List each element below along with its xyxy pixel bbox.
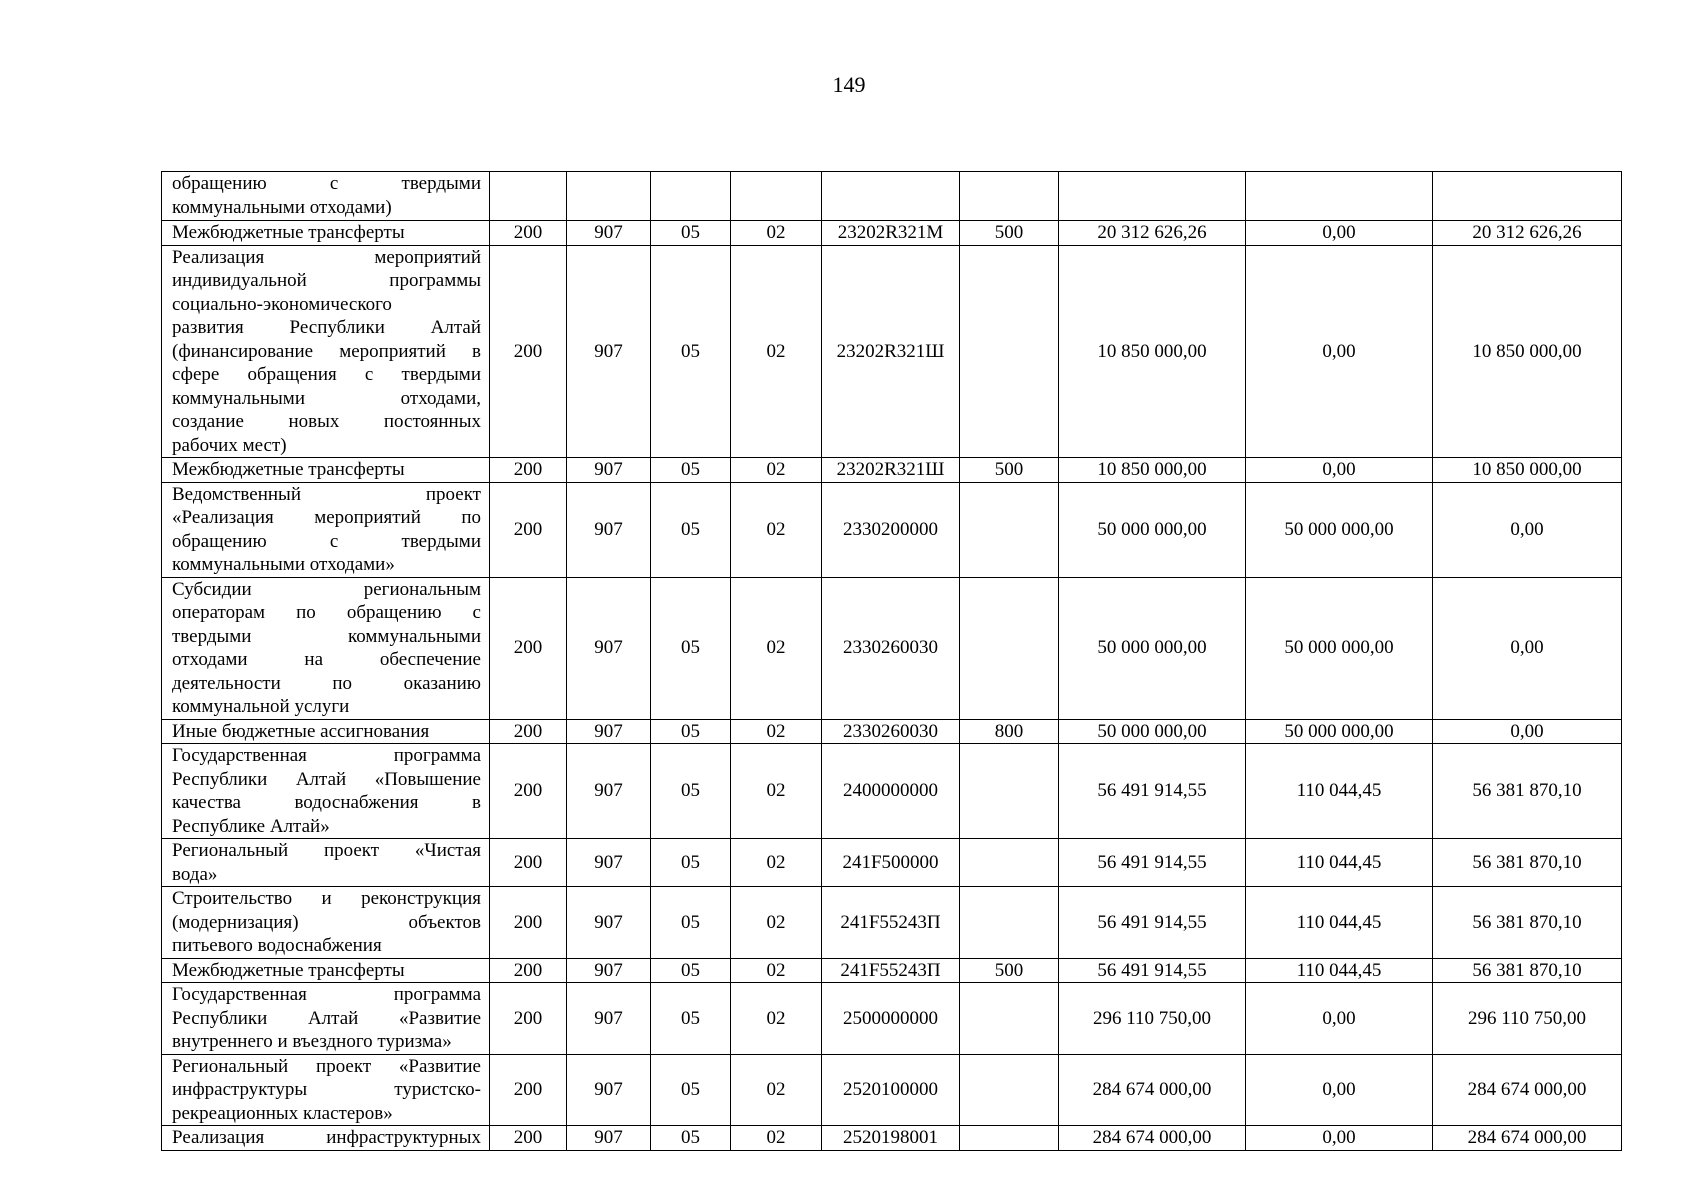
expense-type-cell — [960, 887, 1059, 959]
subchapter-code-cell: 02 — [731, 719, 822, 744]
target-article-cell: 23202R321Ш — [822, 458, 960, 483]
expense-type-cell — [960, 245, 1059, 458]
item-name-line: Межбюджетные трансферты — [172, 959, 405, 981]
item-name-cell — [162, 744, 490, 839]
table-row — [162, 719, 1622, 744]
target-article-cell: 23202R321Ш — [822, 245, 960, 458]
expense-type-cell — [960, 839, 1059, 887]
target-article-cell: 2330260030 — [822, 577, 960, 719]
item-name-line: рабочих мест) — [172, 434, 287, 456]
ministry-code-cell: 907 — [567, 983, 651, 1055]
item-name-line: отходами на обеспечение — [172, 649, 481, 670]
subchapter-code-cell: 02 — [731, 983, 822, 1055]
chapter-code-cell: 05 — [651, 887, 731, 959]
subchapter-code-cell — [731, 172, 822, 221]
amount-regional-cell: 284 674 000,00 — [1433, 1126, 1622, 1151]
item-name-line: Межбюджетные трансферты — [172, 222, 405, 243]
chapter-code-cell: 05 — [651, 958, 731, 983]
item-name-line: питьевого водоснабжения — [172, 935, 382, 956]
table-row — [162, 1054, 1622, 1126]
item-name-line: рекреационных кластеров» — [172, 1102, 393, 1124]
amount-regional-cell: 0,00 — [1433, 719, 1622, 744]
expense-type-cell: 500 — [960, 958, 1059, 983]
item-name-line: Региональный проект «Чистая — [172, 840, 481, 861]
target-article-cell: 241F500000 — [822, 839, 960, 887]
amount-regional-cell: 10 850 000,00 — [1433, 458, 1622, 483]
item-name-cell — [162, 719, 490, 744]
section-code-cell: 200 — [490, 744, 567, 839]
amount-federal-cell: 50 000 000,00 — [1246, 719, 1433, 744]
item-name-line: Ведомственный проект — [172, 483, 481, 505]
target-article-cell: 2500000000 — [822, 983, 960, 1055]
amount-federal-cell: 50 000 000,00 — [1246, 577, 1433, 719]
chapter-code-cell: 05 — [651, 577, 731, 719]
table-row — [162, 958, 1622, 983]
subchapter-code-cell: 02 — [731, 887, 822, 959]
ministry-code-cell — [567, 172, 651, 221]
chapter-code-cell: 05 — [651, 839, 731, 887]
item-name-cell — [162, 221, 490, 246]
item-name-line: инфраструктуры туристско- — [172, 1079, 481, 1100]
item-name-line: Государственная программа — [172, 745, 481, 766]
amount-federal-cell: 50 000 000,00 — [1246, 482, 1433, 577]
item-name-line: (финансирование мероприятий в — [172, 340, 481, 362]
chapter-code-cell: 05 — [651, 245, 731, 458]
section-code-cell: 200 — [490, 1126, 567, 1151]
item-name-line: внутреннего и въездного туризма» — [172, 1031, 452, 1052]
ministry-code-cell: 907 — [567, 958, 651, 983]
section-code-cell: 200 — [490, 458, 567, 483]
item-name-cell — [162, 1126, 490, 1151]
amount-federal-cell: 0,00 — [1246, 458, 1433, 483]
amount-federal-cell: 110 044,45 — [1246, 887, 1433, 959]
item-name-line: Субсидии региональным — [172, 578, 481, 600]
amount-regional-cell: 0,00 — [1433, 482, 1622, 577]
item-name-line: развития Республики Алтай — [172, 317, 481, 338]
chapter-code-cell: 05 — [651, 1054, 731, 1126]
amount-total-cell: 50 000 000,00 — [1059, 482, 1246, 577]
item-name-cell — [162, 1054, 490, 1126]
amount-regional-cell: 20 312 626,26 — [1433, 221, 1622, 246]
expense-type-cell — [960, 1126, 1059, 1151]
target-article-cell: 241F55243П — [822, 958, 960, 983]
ministry-code-cell: 907 — [567, 577, 651, 719]
amount-federal-cell: 110 044,45 — [1246, 839, 1433, 887]
chapter-code-cell: 05 — [651, 719, 731, 744]
section-code-cell: 200 — [490, 245, 567, 458]
item-name-line: операторам по обращению с — [172, 602, 481, 623]
item-name-line: Межбюджетные трансферты — [172, 459, 405, 480]
amount-regional-cell: 56 381 870,10 — [1433, 744, 1622, 839]
table-row — [162, 172, 1622, 221]
subchapter-code-cell: 02 — [731, 221, 822, 246]
item-name-line: Республике Алтай» — [172, 815, 330, 837]
target-article-cell: 2520198001 — [822, 1126, 960, 1151]
item-name-cell — [162, 458, 490, 483]
subchapter-code-cell: 02 — [731, 577, 822, 719]
amount-total-cell: 50 000 000,00 — [1059, 577, 1246, 719]
section-code-cell: 200 — [490, 482, 567, 577]
ministry-code-cell: 907 — [567, 482, 651, 577]
chapter-code-cell: 05 — [651, 458, 731, 483]
amount-regional-cell: 56 381 870,10 — [1433, 958, 1622, 983]
item-name-cell — [162, 172, 490, 221]
subchapter-code-cell: 02 — [731, 1126, 822, 1151]
expense-type-cell: 500 — [960, 221, 1059, 246]
amount-federal-cell — [1246, 172, 1433, 221]
amount-regional-cell — [1433, 172, 1622, 221]
expense-type-cell: 800 — [960, 719, 1059, 744]
section-code-cell: 200 — [490, 958, 567, 983]
subchapter-code-cell: 02 — [731, 1054, 822, 1126]
table-row — [162, 482, 1622, 577]
item-name-line: «Реализация мероприятий по — [172, 507, 481, 528]
amount-federal-cell: 110 044,45 — [1246, 744, 1433, 839]
chapter-code-cell — [651, 172, 731, 221]
target-article-cell: 2330200000 — [822, 482, 960, 577]
item-name-line: Государственная программа — [172, 984, 481, 1005]
table-row — [162, 221, 1622, 246]
item-name-line: качества водоснабжения в — [172, 792, 481, 813]
expense-type-cell — [960, 577, 1059, 719]
ministry-code-cell: 907 — [567, 719, 651, 744]
target-article-cell: 2400000000 — [822, 744, 960, 839]
section-code-cell: 200 — [490, 887, 567, 959]
item-name-cell — [162, 887, 490, 959]
table-row — [162, 1126, 1622, 1151]
ministry-code-cell: 907 — [567, 1054, 651, 1126]
amount-regional-cell: 0,00 — [1433, 577, 1622, 719]
table-row — [162, 458, 1622, 483]
section-code-cell: 200 — [490, 221, 567, 246]
amount-regional-cell: 296 110 750,00 — [1433, 983, 1622, 1055]
item-name-line: Иные бюджетные ассигнования — [172, 720, 430, 742]
section-code-cell: 200 — [490, 983, 567, 1055]
chapter-code-cell: 05 — [651, 221, 731, 246]
amount-total-cell: 56 491 914,55 — [1059, 958, 1246, 983]
item-name-line: Республики Алтай «Повышение — [172, 768, 481, 790]
chapter-code-cell: 05 — [651, 744, 731, 839]
target-article-cell — [822, 172, 960, 221]
item-name-line: создание новых постоянных — [172, 411, 481, 432]
table-row — [162, 744, 1622, 839]
expense-type-cell — [960, 744, 1059, 839]
item-name-cell — [162, 482, 490, 577]
amount-total-cell: 50 000 000,00 — [1059, 719, 1246, 744]
item-name-line: Реализация инфраструктурных — [172, 1127, 481, 1148]
section-code-cell: 200 — [490, 1054, 567, 1126]
ministry-code-cell: 907 — [567, 839, 651, 887]
subchapter-code-cell: 02 — [731, 839, 822, 887]
item-name-cell — [162, 245, 490, 458]
section-code-cell: 200 — [490, 577, 567, 719]
amount-regional-cell: 56 381 870,10 — [1433, 887, 1622, 959]
item-name-cell — [162, 983, 490, 1055]
amount-total-cell: 10 850 000,00 — [1059, 458, 1246, 483]
item-name-line: Реализация мероприятий — [172, 246, 481, 268]
item-name-line: (модернизация) объектов — [172, 911, 481, 933]
item-name-cell — [162, 958, 490, 983]
amount-regional-cell: 56 381 870,10 — [1433, 839, 1622, 887]
item-name-line: коммунальной услуги — [172, 696, 350, 717]
budget-table — [161, 171, 1622, 1151]
section-code-cell: 200 — [490, 839, 567, 887]
item-name-line: социально-экономического — [172, 293, 392, 315]
target-article-cell: 2330260030 — [822, 719, 960, 744]
expense-type-cell — [960, 482, 1059, 577]
subchapter-code-cell: 02 — [731, 744, 822, 839]
subchapter-code-cell: 02 — [731, 458, 822, 483]
target-article-cell: 23202R321M — [822, 221, 960, 246]
item-name-line: Республики Алтай «Развитие — [172, 1007, 481, 1029]
amount-federal-cell: 110 044,45 — [1246, 958, 1433, 983]
amount-federal-cell: 0,00 — [1246, 983, 1433, 1055]
item-name-line: сфере обращения с твердыми — [172, 364, 481, 385]
expense-type-cell — [960, 1054, 1059, 1126]
item-name-line: коммунальными отходами) — [172, 196, 392, 218]
amount-total-cell — [1059, 172, 1246, 221]
table-row — [162, 577, 1622, 719]
table-body — [162, 172, 1622, 1151]
item-name-line: деятельности по оказанию — [172, 672, 481, 694]
amount-total-cell: 20 312 626,26 — [1059, 221, 1246, 246]
expense-type-cell — [960, 983, 1059, 1055]
ministry-code-cell: 907 — [567, 1126, 651, 1151]
section-code-cell: 200 — [490, 719, 567, 744]
table-row — [162, 839, 1622, 887]
item-name-line: твердыми коммунальными — [172, 625, 481, 647]
subchapter-code-cell: 02 — [731, 958, 822, 983]
amount-federal-cell: 0,00 — [1246, 1126, 1433, 1151]
table-row — [162, 983, 1622, 1055]
chapter-code-cell: 05 — [651, 482, 731, 577]
item-name-line: коммунальными отходами, — [172, 387, 481, 409]
section-code-cell — [490, 172, 567, 221]
amount-federal-cell: 0,00 — [1246, 245, 1433, 458]
amount-regional-cell: 284 674 000,00 — [1433, 1054, 1622, 1126]
amount-federal-cell: 0,00 — [1246, 1054, 1433, 1126]
ministry-code-cell: 907 — [567, 458, 651, 483]
page-number: 149 — [832, 72, 866, 97]
table-row — [162, 887, 1622, 959]
subchapter-code-cell: 02 — [731, 245, 822, 458]
ministry-code-cell: 907 — [567, 245, 651, 458]
item-name-cell — [162, 839, 490, 887]
amount-total-cell: 10 850 000,00 — [1059, 245, 1246, 458]
amount-total-cell: 284 674 000,00 — [1059, 1126, 1246, 1151]
item-name-line: индивидуальной программы — [172, 270, 481, 291]
amount-total-cell: 56 491 914,55 — [1059, 887, 1246, 959]
item-name-line: вода» — [172, 863, 218, 885]
chapter-code-cell: 05 — [651, 1126, 731, 1151]
item-name-cell — [162, 577, 490, 719]
chapter-code-cell: 05 — [651, 983, 731, 1055]
ministry-code-cell: 907 — [567, 887, 651, 959]
amount-regional-cell: 10 850 000,00 — [1433, 245, 1622, 458]
item-name-line: обращению с твердыми — [172, 173, 481, 194]
amount-total-cell: 284 674 000,00 — [1059, 1054, 1246, 1126]
target-article-cell: 241F55243П — [822, 887, 960, 959]
amount-federal-cell: 0,00 — [1246, 221, 1433, 246]
table-row — [162, 245, 1622, 458]
expense-type-cell — [960, 172, 1059, 221]
amount-total-cell: 56 491 914,55 — [1059, 744, 1246, 839]
amount-total-cell: 56 491 914,55 — [1059, 839, 1246, 887]
target-article-cell: 2520100000 — [822, 1054, 960, 1126]
amount-total-cell: 296 110 750,00 — [1059, 983, 1246, 1055]
item-name-line: коммунальными отходами» — [172, 554, 395, 575]
ministry-code-cell: 907 — [567, 744, 651, 839]
item-name-line: Строительство и реконструкция — [172, 888, 481, 909]
expense-type-cell: 500 — [960, 458, 1059, 483]
item-name-line: Региональный проект «Развитие — [172, 1055, 481, 1077]
subchapter-code-cell: 02 — [731, 482, 822, 577]
item-name-line: обращению с твердыми — [172, 530, 481, 552]
ministry-code-cell: 907 — [567, 221, 651, 246]
